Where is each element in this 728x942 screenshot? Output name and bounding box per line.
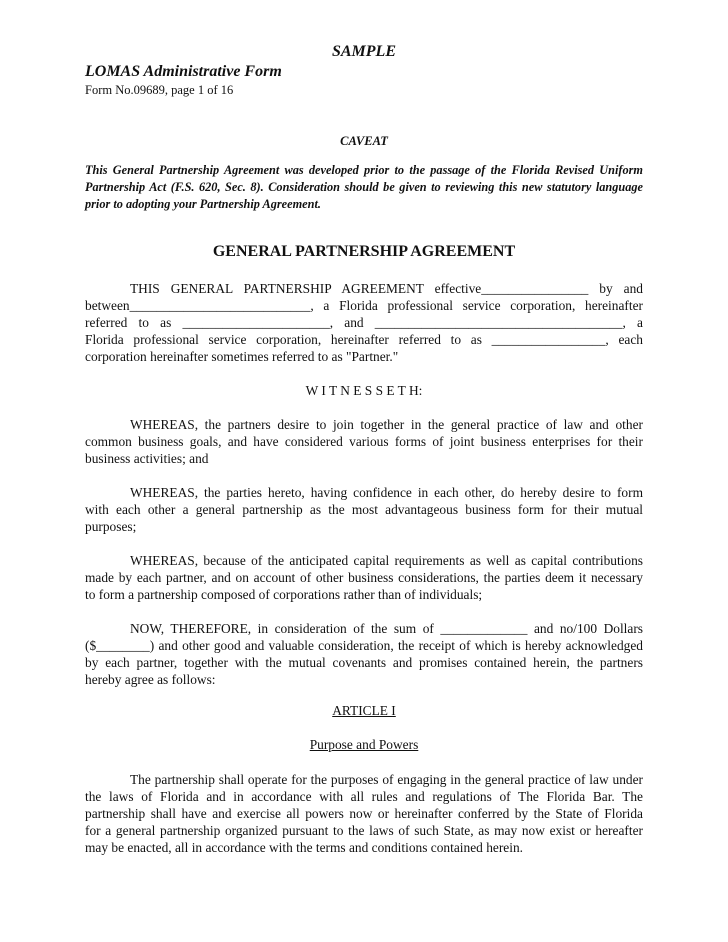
intro-line: Florida professional service corporation, hereinafter referred to as _________________, each (85, 332, 643, 347)
caveat-line: prior to adopting your Partnership Agreement. (85, 197, 321, 211)
intro-line: THIS GENERAL PARTNERSHIP AGREEMENT effective________________ by and (130, 281, 643, 296)
whereas-line: business activities; and (85, 451, 209, 466)
whereas-line: made by each partner, and on account of other business considerations, the parties deem it necessary (85, 570, 643, 585)
intro-line: corporation hereinafter sometimes referred to as "Partner." (85, 349, 399, 364)
form-title: LOMAS Administrative Form (85, 63, 282, 80)
intro-line: between___________________________, a Florida professional service corporation, hereinafter (85, 298, 643, 313)
now-therefore-line: ($________) and other good and valuable consideration, the receipt of which is hereby acknowledged (85, 638, 643, 653)
article-line: partnership shall have and exercise all powers now or hereinafter conferred by the State of Florida (85, 806, 643, 821)
article-heading: ARTICLE I (332, 703, 396, 718)
now-therefore-line: hereby agree as follows: (85, 672, 216, 687)
intro-line: referred to as ______________________, and _____________________________________, a (85, 315, 643, 330)
whereas-line: WHEREAS, the parties hereto, having confidence in each other, do hereby desire to form (130, 485, 643, 500)
sample-label: SAMPLE (331, 43, 396, 60)
now-therefore-line: NOW, THEREFORE, in consideration of the sum of _____________ and no/100 Dollars (130, 621, 643, 636)
article-line: the laws of Florida and in accordance with all rules and regulations of The Florida Bar. The (85, 789, 643, 804)
whereas-line: WHEREAS, the partners desire to join together in the general practice of law and other (130, 417, 643, 432)
article-line: for a general partnership organized pursuant to the laws of such State, as may now exist or hereafter (85, 823, 643, 838)
whereas-line: purposes; (85, 519, 137, 534)
caveat-line: Partnership Act (F.S. 620, Sec. 8). Consideration should be given to reviewing this new statutory language (85, 180, 643, 194)
witnesseth-heading: W I T N E S S E T H: (305, 383, 423, 398)
article-subheading: Purpose and Powers (309, 737, 419, 752)
whereas-line: common business goals, and have considered various forms of joint business enterprises for their (85, 434, 643, 449)
whereas-line: to form a partnership composed of corporations rather than of individuals; (85, 587, 483, 602)
now-therefore-line: by each partner, together with the mutual covenants and promises contained herein, the partners (85, 655, 643, 670)
whereas-line: with each other a general partnership as the most advantageous business form for their mutual (85, 502, 643, 517)
form-number: Form No.09689, page 1 of 16 (85, 83, 234, 97)
article-line: may be enacted, all in accordance with the terms and conditions contained herein. (85, 840, 524, 855)
agreement-title: GENERAL PARTNERSHIP AGREEMENT (212, 243, 516, 260)
caveat-line: This General Partnership Agreement was developed prior to the passage of the Florida Revised Uniform (85, 163, 643, 177)
article-line: The partnership shall operate for the purposes of engaging in the general practice of law under (130, 772, 643, 787)
caveat-heading: CAVEAT (340, 134, 388, 148)
whereas-line: WHEREAS, because of the anticipated capital requirements as well as capital contributions (130, 553, 643, 568)
